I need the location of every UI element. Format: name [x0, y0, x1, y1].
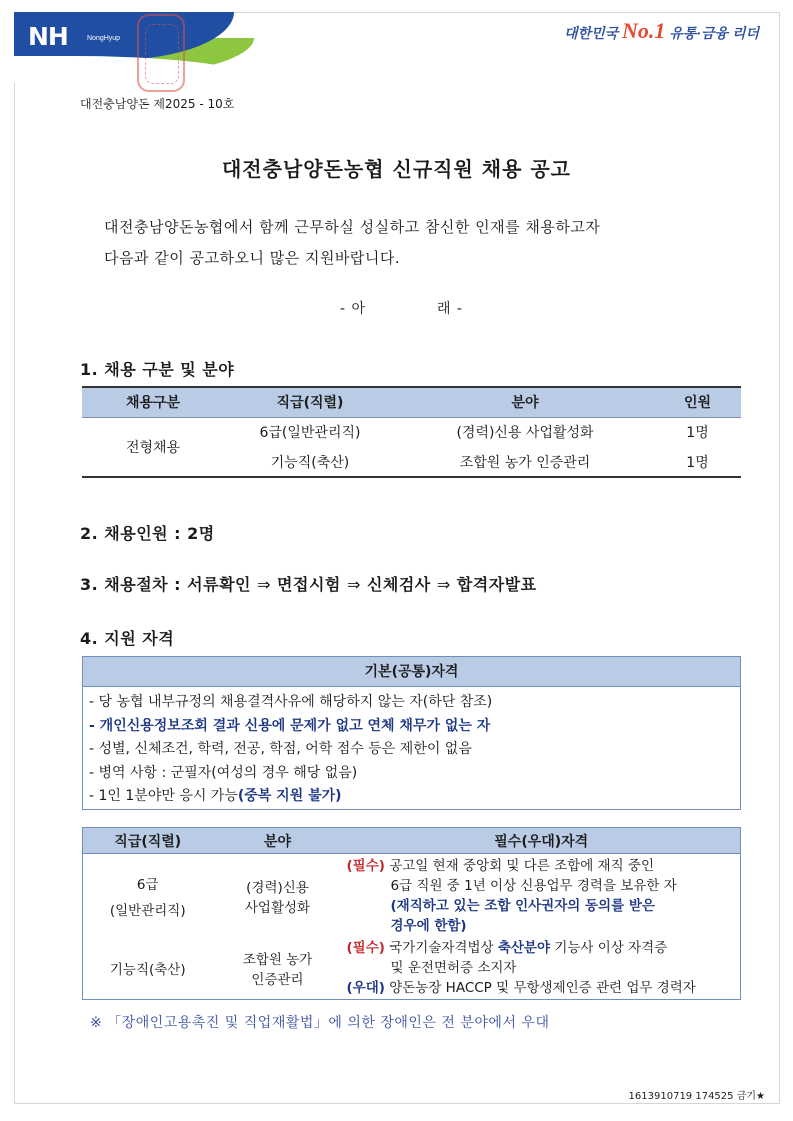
field-cell	[213, 854, 343, 938]
fax-footer: 1613910719 174525 금기★	[628, 1091, 765, 1102]
requirement-cell	[343, 854, 741, 938]
below-mark	[340, 298, 463, 318]
requirement-cell	[343, 938, 741, 1000]
table-row	[83, 938, 741, 1000]
col-header-field: 분야	[213, 828, 343, 854]
below-mark-left: - 아	[340, 301, 367, 317]
requirement-line: 및 운전면허증 소지자	[390, 960, 517, 977]
list-item	[89, 785, 740, 809]
rank-cell: 6급(일반관리직)	[259, 425, 361, 442]
col-header-count: 인원	[654, 387, 741, 417]
recruitment-table	[82, 386, 741, 478]
preferred-line: 양돈농장 HACCP 및 무항생제인증 관련 업무 경력자	[389, 980, 696, 997]
step-document-check: 서류확인	[187, 575, 251, 594]
list-item-emphasis: (중복 지원 불가)	[237, 788, 342, 804]
field-cell: 조합원 농가 인증관리	[459, 454, 591, 471]
col-header-rank: 직급(직렬)	[83, 828, 213, 854]
basic-qualification-title: 기본(공통)자격	[83, 657, 740, 687]
rank-cell: 기능직(축산)	[270, 454, 350, 471]
table-row	[82, 417, 741, 447]
arrow-icon: ⇒	[257, 575, 271, 594]
field-cell: (경력)신용 사업활성화	[456, 425, 594, 442]
slogan-prefix: 대한민국	[564, 25, 619, 41]
arrow-icon: ⇒	[436, 575, 451, 594]
requirement-line: 경우에 한함)	[390, 917, 467, 934]
section-1-heading: 1. 채용 구분 및 분야	[80, 360, 235, 379]
official-seal-stamp	[137, 14, 185, 92]
footnote: ※ 「장애인고용촉진 및 직업재활법」에 의한 장애인은 전 분야에서 우대	[90, 1015, 550, 1031]
arrow-icon: ⇒	[346, 575, 361, 594]
step-interview: 면접시험	[277, 575, 341, 594]
table-row	[83, 854, 741, 938]
page-title: 대전충남양돈농협 신규직원 채용 공고	[221, 157, 571, 181]
nh-logo: NH	[28, 22, 68, 51]
required-tag: (필수)	[346, 857, 385, 874]
field-cell	[213, 938, 343, 1000]
count-cell: 1명	[686, 454, 709, 471]
rank-line: 6급	[136, 876, 159, 893]
list-item: - 개인신용정보조회 결과 신용에 문제가 없고 연체 채무가 없는 자	[89, 717, 491, 734]
list-item-text: - 1인 1분야만 응시 가능	[89, 788, 238, 804]
step-announcement: 합격자발표	[456, 575, 537, 594]
slogan-no1: No.1	[622, 18, 666, 43]
requirement-line: 6급 직원 중 1년 이상 신용업무 경력을 보유한 자	[390, 877, 677, 894]
field-line: 사업활성화	[244, 899, 311, 916]
required-qualification-table	[82, 827, 741, 1000]
field-line: 인증관리	[251, 972, 304, 989]
col-header-rank: 직급(직렬)	[224, 387, 396, 417]
list-item: - 당 농협 내부규정의 채용결격사유에 해당하지 않는 자(하단 참조)	[89, 694, 493, 710]
document-number: 대전충남양돈 제2025 - 10호	[80, 97, 235, 111]
intro-line-1: 대전충남양돈농협에서 함께 근무하실 성실하고 참신한 인재를 채용하고자	[104, 218, 601, 236]
intro-line-2: 다음과 같이 공고하오니 많은 지원바랍니다.	[104, 249, 401, 267]
slogan-suffix: 유통·금융 리더	[669, 25, 759, 41]
col-header-category: 채용구분	[82, 387, 224, 417]
count-cell: 1명	[686, 425, 709, 442]
section-3-prefix: 3. 채용절차 :	[80, 575, 182, 594]
step-physical-exam: 신체검사	[366, 575, 431, 594]
basic-qualification-list	[83, 687, 740, 809]
below-mark-right: 래 -	[436, 301, 463, 317]
requirement-line: (재직하고 있는 조합 인사권자의 동의를 받은	[390, 897, 655, 914]
field-line: (경력)신용	[246, 879, 309, 896]
section-4-heading: 4. 지원 자격	[80, 629, 175, 648]
nh-logo-sub: NongHyup	[87, 35, 121, 42]
list-item: - 병역 사항 : 군필자(여성의 경우 해당 없음)	[89, 764, 358, 781]
requirement-line: 국가기술자격법상	[389, 940, 494, 957]
requirement-emphasis: 축산분야	[497, 940, 551, 957]
category-cell: 전형채용	[125, 439, 181, 456]
intro-text	[104, 212, 600, 274]
rank-cell: 기능직(축산)	[109, 962, 186, 979]
requirement-line: 공고일 현재 중앙회 및 다른 조합에 재직 중인	[389, 857, 654, 874]
col-header-requirement: 필수(우대)자격	[343, 828, 741, 854]
field-line: 조합원 농가	[242, 952, 313, 969]
rank-cell	[83, 854, 213, 938]
section-3-heading	[80, 572, 537, 595]
preferred-tag: (우대)	[346, 980, 385, 997]
slogan	[564, 18, 759, 44]
requirement-line: 기능사 이상 자격증	[554, 940, 668, 957]
section-2-heading: 2. 채용인원 : 2명	[80, 524, 215, 543]
rank-line: (일반관리직)	[109, 902, 186, 919]
required-tag: (필수)	[346, 940, 385, 957]
col-header-field: 분야	[396, 387, 654, 417]
basic-qualification-box	[82, 656, 741, 810]
list-item: - 성별, 신체조건, 학력, 전공, 학점, 어학 점수 등은 제한이 없음	[89, 741, 472, 757]
